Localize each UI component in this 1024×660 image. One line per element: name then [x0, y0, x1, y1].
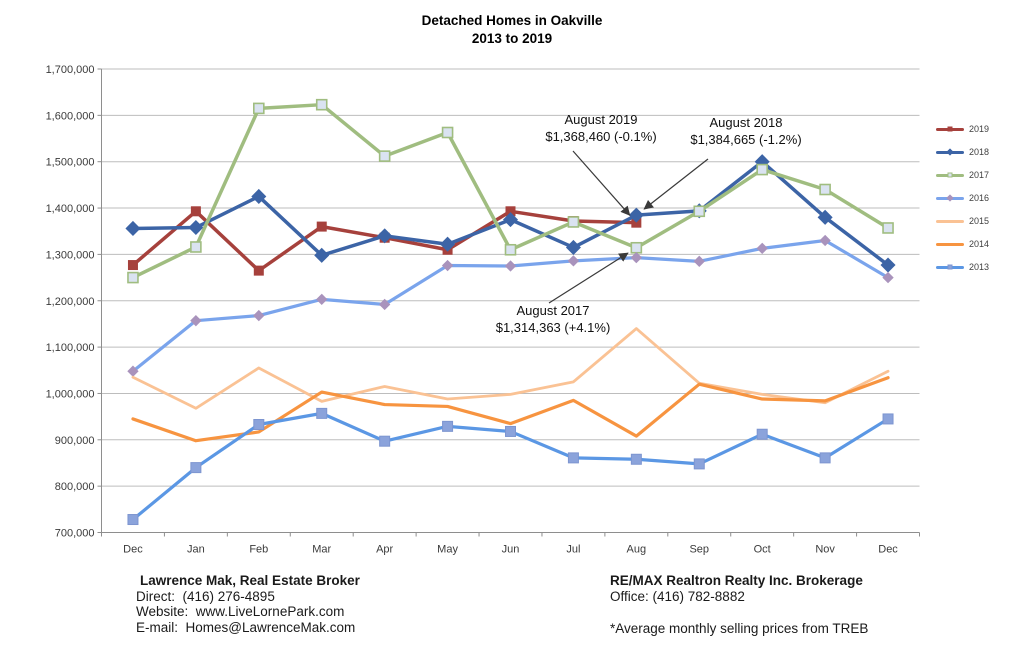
- data-point-2018: [567, 241, 581, 255]
- annotation-text-line: August 2018: [709, 115, 783, 130]
- data-point-2017: [443, 127, 453, 137]
- legend-label-2016: 2016: [969, 193, 990, 203]
- annotation-text-line: August 2019: [564, 112, 638, 127]
- legend-swatch-2019: [936, 124, 964, 134]
- y-axis-label: 1,500,000: [45, 156, 95, 169]
- series-line-2015: [133, 329, 888, 409]
- x-axis-label: Nov: [815, 543, 835, 556]
- x-axis-label: Jan: [187, 543, 205, 556]
- x-axis-label: Apr: [376, 543, 394, 556]
- data-point-2016: [317, 294, 327, 304]
- brokerage-office-phone: Office: (416) 782-8882: [610, 589, 745, 604]
- y-axis-label: 1,700,000: [45, 64, 95, 76]
- legend-label-2017: 2017: [969, 170, 990, 180]
- y-axis-label: 1,300,000: [45, 249, 95, 262]
- legend-swatch-2014: [936, 239, 964, 249]
- broker-name: Lawrence Mak, Real Estate Broker: [140, 573, 360, 588]
- annotation-text-line: August 2017: [516, 303, 590, 318]
- data-point-2019: [317, 222, 326, 231]
- broker-email: E-mail: Homes@LawrenceMak.com: [136, 619, 356, 635]
- legend-item-2014: [936, 239, 989, 249]
- broker-direct-phone: Direct: (416) 276-4895: [136, 588, 275, 604]
- y-axis-label: 1,200,000: [45, 295, 95, 308]
- legend-line-icon: [936, 220, 964, 223]
- data-point-2019: [191, 207, 200, 216]
- annotation-text-line: $1,368,460 (-0.1%): [545, 129, 657, 144]
- data-point-2017: [631, 243, 641, 253]
- x-axis-label: Mar: [312, 543, 332, 556]
- legend-swatch-2016: [936, 193, 964, 203]
- annotation-text-line: $1,314,363 (+4.1%): [495, 320, 611, 335]
- data-point-2018: [126, 222, 140, 236]
- broker-contact-block: [136, 573, 360, 635]
- brokerage-contact-block: [610, 573, 863, 605]
- legend-label-2014: 2014: [969, 239, 990, 249]
- data-point-2019: [254, 266, 263, 275]
- legend-item-2016: [936, 193, 989, 203]
- legend-item-2013: [936, 262, 989, 272]
- legend-item-2018: [936, 147, 989, 157]
- legend-label-2013: 2013: [969, 262, 990, 272]
- legend-marker-icon: [948, 127, 953, 132]
- annotation-text-line: $1,384,665 (-1.2%): [690, 132, 802, 147]
- x-axis-label: Dec: [123, 543, 143, 556]
- annotation-aug-2017: [496, 302, 611, 336]
- legend-marker-icon: [946, 148, 953, 155]
- data-point-2017: [128, 273, 138, 283]
- data-point-2017: [506, 245, 516, 255]
- data-point-2013: [254, 420, 264, 430]
- x-axis-label: Dec: [878, 543, 898, 556]
- x-axis-label: Aug: [626, 543, 647, 556]
- chart-title-line2: 2013 to 2019: [471, 31, 553, 46]
- y-axis-label: 900,000: [54, 434, 95, 447]
- legend-swatch-2018: [936, 147, 964, 157]
- data-point-2013: [506, 426, 516, 436]
- brokerage-name: RE/MAX Realtron Realty Inc. Brokerage: [610, 573, 863, 588]
- legend-label-2018: 2018: [969, 147, 990, 157]
- chart-legend: [936, 124, 989, 285]
- legend-marker-icon: [948, 173, 953, 178]
- data-point-2013: [757, 429, 767, 439]
- data-point-2017: [694, 206, 704, 216]
- data-point-2013: [317, 408, 327, 418]
- x-axis-label: Jul: [566, 543, 581, 556]
- data-point-2017: [883, 223, 893, 233]
- y-axis-label: 1,100,000: [45, 342, 95, 355]
- x-axis-label: Jun: [501, 543, 520, 556]
- data-point-2013: [443, 421, 453, 431]
- y-axis-label: 1,600,000: [45, 110, 95, 123]
- data-point-2013: [694, 459, 704, 469]
- legend-swatch-2015: [936, 216, 964, 226]
- annotation-aug-2018: [690, 114, 801, 148]
- legend-line-icon: [936, 243, 964, 246]
- data-point-2016: [254, 311, 264, 321]
- y-axis-label: 1,400,000: [45, 203, 95, 216]
- data-point-2013: [883, 414, 893, 424]
- chart-title-line1: Detached Homes in Oakville: [421, 13, 603, 28]
- data-point-2017: [568, 217, 578, 227]
- data-point-2016: [568, 256, 578, 266]
- data-point-2017: [191, 242, 201, 252]
- data-point-2016: [506, 261, 516, 271]
- data-point-2017: [757, 165, 767, 175]
- x-axis-label: May: [437, 543, 458, 556]
- data-point-2017: [254, 103, 264, 113]
- annotation-arrow-2019: [573, 151, 630, 215]
- legend-swatch-2017: [936, 170, 964, 180]
- legend-item-2019: [936, 124, 989, 134]
- x-axis-label: Oct: [753, 543, 771, 556]
- data-point-2019: [128, 261, 137, 270]
- broker-website: Website: www.LiveLornePark.com: [136, 604, 345, 619]
- data-point-2016: [694, 256, 704, 266]
- legend-marker-icon: [946, 194, 953, 201]
- legend-swatch-2013: [936, 262, 964, 272]
- data-point-2017: [317, 100, 327, 110]
- data-point-2013: [191, 463, 201, 473]
- legend-label-2015: 2015: [969, 216, 990, 226]
- data-point-2017: [380, 151, 390, 161]
- legend-item-2017: [936, 170, 989, 180]
- annotation-aug-2019: [545, 111, 656, 145]
- data-source-note: *Average monthly selling prices from TREB: [610, 621, 869, 636]
- legend-item-2015: [936, 216, 989, 226]
- data-point-2013: [568, 453, 578, 463]
- annotation-arrow-2018: [644, 159, 708, 209]
- y-axis-label: 1,000,000: [45, 388, 95, 401]
- data-point-2013: [380, 436, 390, 446]
- y-axis-label: 700,000: [54, 527, 95, 540]
- data-point-2013: [128, 515, 138, 525]
- legend-label-2019: 2019: [969, 124, 990, 134]
- data-point-2017: [820, 185, 830, 195]
- data-point-2013: [631, 454, 641, 464]
- legend-marker-icon: [948, 265, 953, 270]
- data-point-2013: [820, 453, 830, 463]
- data-point-2016: [757, 243, 767, 253]
- y-axis-label: 800,000: [54, 481, 95, 494]
- x-axis-label: Feb: [249, 543, 269, 556]
- x-axis-label: Sep: [689, 543, 710, 556]
